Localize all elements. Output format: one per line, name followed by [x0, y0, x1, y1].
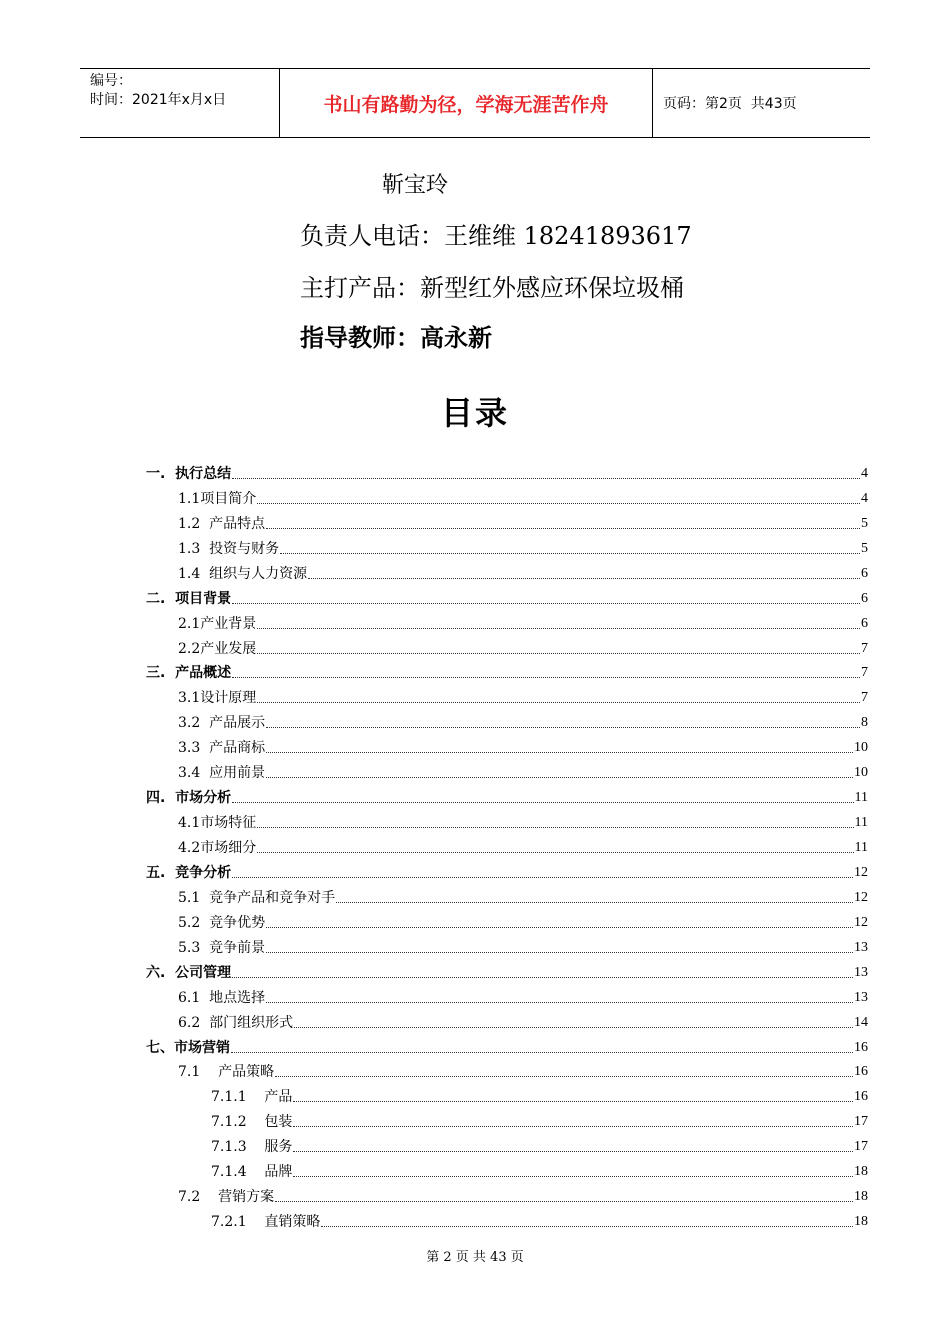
- toc-leader-dots: [321, 1225, 853, 1227]
- toc-leader-dots: [232, 477, 860, 479]
- toc-title: 目录: [440, 394, 509, 432]
- toc-entry-page: 17: [854, 1139, 868, 1155]
- header-time: 时间：2021年x月x日: [90, 92, 227, 108]
- toc-entry-page: 6: [861, 615, 868, 631]
- toc-entry-page: 6: [861, 565, 868, 581]
- toc-entry[interactable]: [146, 1007, 868, 1032]
- toc-entry[interactable]: [146, 707, 868, 732]
- toc-leader-dots: [266, 776, 853, 778]
- toc-leader-dots: [275, 1200, 853, 1202]
- toc-entry-page: 10: [854, 765, 868, 781]
- toc-entry-label: 四. 市场分析: [146, 790, 232, 807]
- toc-leader-dots: [293, 1175, 853, 1177]
- toc-entry-page: 14: [854, 1014, 868, 1030]
- page-header: [80, 68, 870, 138]
- toc-entry[interactable]: [146, 1206, 868, 1231]
- toc-leader-dots: [275, 1075, 853, 1077]
- toc-entry-label: 7.2.1 直销策略: [211, 1214, 321, 1231]
- toc-entry-label: 1.3 投资与财务: [178, 540, 280, 557]
- toc-entry[interactable]: [146, 1081, 868, 1106]
- toc-entry-label: 3.3 产品商标: [178, 740, 266, 757]
- toc-entry-page: 11: [854, 840, 868, 855]
- toc-leader-dots: [266, 1001, 853, 1003]
- toc-entry-page: 4: [861, 465, 868, 481]
- toc-entry-label: 五. 竞争分析: [146, 864, 232, 881]
- toc-leader-dots: [294, 1026, 853, 1028]
- toc-entry[interactable]: [146, 608, 868, 633]
- toc-entry-page: 16: [854, 1064, 868, 1080]
- toc-entry-page: 4: [861, 490, 868, 506]
- toc-entry-page: 12: [854, 914, 868, 930]
- toc-entry-page: 6: [861, 590, 868, 606]
- page-footer: 第 2 页 共 43 页: [426, 1250, 524, 1265]
- toc-entry[interactable]: [146, 882, 868, 907]
- toc-leader-dots: [257, 627, 860, 629]
- toc-entry-label: 2.1产业背景: [178, 615, 257, 632]
- toc-entry-label: 6.1 地点选择: [178, 989, 266, 1006]
- toc-entry-label: 七、市场营销: [146, 1039, 230, 1056]
- toc-entry[interactable]: [146, 508, 868, 533]
- toc-entry[interactable]: [146, 932, 868, 957]
- toc-leader-dots: [232, 676, 860, 678]
- toc-entry-page: 5: [861, 540, 868, 556]
- toc-entry-label: 1.1项目简介: [178, 490, 257, 507]
- header-page-info: [653, 69, 870, 137]
- toc-entry[interactable]: [146, 832, 868, 857]
- toc-entry-label: 2.2产业发展: [178, 640, 257, 657]
- toc-leader-dots: [293, 1125, 853, 1127]
- author-name: 靳宝玲: [382, 173, 449, 198]
- toc-leader-dots: [257, 826, 853, 828]
- toc-entry[interactable]: [146, 458, 868, 483]
- toc-entry[interactable]: [146, 857, 868, 882]
- toc-entry-page: 13: [854, 939, 868, 955]
- header-meta: [80, 69, 280, 137]
- toc-entry-label: 三. 产品概述: [146, 665, 232, 682]
- toc-leader-dots: [231, 1051, 853, 1053]
- toc-entry-label: 7.1 产品策略: [178, 1064, 275, 1081]
- toc-entry-page: 13: [854, 989, 868, 1005]
- toc-entry[interactable]: [146, 1032, 868, 1057]
- toc-entry-label: 7.1.3 服务: [211, 1139, 293, 1156]
- toc-entry-label: 7.1.1 产品: [211, 1089, 293, 1106]
- toc-leader-dots: [257, 502, 860, 504]
- toc-entry-page: 17: [854, 1114, 868, 1130]
- toc-entry-page: 16: [854, 1089, 868, 1105]
- toc-entry[interactable]: [146, 682, 868, 707]
- toc-entry-label: 一. 执行总结: [146, 465, 232, 482]
- toc-entry-label: 7.1.2 包装: [211, 1114, 293, 1131]
- table-of-contents: [146, 458, 868, 1231]
- toc-entry-page: 18: [854, 1164, 868, 1180]
- header-page-info-text: 页码：第2页 共43页: [663, 96, 797, 112]
- toc-entry[interactable]: [146, 1181, 868, 1206]
- toc-leader-dots: [293, 1150, 853, 1152]
- toc-entry-label: 7.2 营销方案: [178, 1189, 275, 1206]
- toc-entry-label: 3.1设计原理: [178, 690, 257, 707]
- toc-entry-label: 6.2 部门组织形式: [178, 1014, 294, 1031]
- header-motto: 书山有路勤为径，学海无涯苦作舟: [280, 69, 653, 137]
- toc-entry-label: 7.1.4 品牌: [211, 1164, 293, 1181]
- toc-leader-dots: [336, 901, 853, 903]
- toc-entry[interactable]: [146, 1156, 868, 1181]
- toc-entry[interactable]: [146, 1131, 868, 1156]
- toc-entry-page: 7: [861, 690, 868, 706]
- toc-leader-dots: [266, 726, 860, 728]
- toc-entry-label: 4.1市场特征: [178, 815, 257, 832]
- toc-entry-label: 4.2市场细分: [178, 840, 257, 856]
- toc-leader-dots: [232, 602, 860, 604]
- toc-leader-dots: [266, 527, 860, 529]
- toc-leader-dots: [232, 976, 853, 978]
- toc-entry[interactable]: [146, 483, 868, 508]
- toc-entry[interactable]: [146, 907, 868, 932]
- toc-entry-page: 7: [861, 665, 868, 681]
- toc-entry-page: 11: [854, 790, 868, 806]
- toc-leader-dots: [280, 552, 860, 554]
- toc-entry[interactable]: [146, 807, 868, 832]
- toc-entry-label: 六. 公司管理: [146, 964, 232, 981]
- toc-entry-page: 7: [861, 640, 868, 656]
- toc-entry-page: 10: [854, 740, 868, 756]
- toc-leader-dots: [266, 951, 853, 953]
- toc-entry[interactable]: [146, 583, 868, 608]
- toc-leader-dots: [257, 701, 860, 703]
- toc-entry[interactable]: [146, 558, 868, 583]
- toc-entry-page: 18: [854, 1214, 868, 1230]
- toc-entry-label: 1.2 产品特点: [178, 515, 266, 532]
- toc-entry-label: 3.4 应用前景: [178, 765, 266, 782]
- toc-leader-dots: [308, 577, 860, 579]
- toc-entry-label: 5.1 竞争产品和竞争对手: [178, 889, 336, 906]
- toc-leader-dots: [257, 851, 853, 853]
- toc-entry[interactable]: [146, 732, 868, 757]
- toc-entry-page: 8: [861, 715, 868, 731]
- toc-entry[interactable]: [146, 633, 868, 658]
- toc-leader-dots: [266, 926, 853, 928]
- toc-entry-page: 5: [861, 515, 868, 531]
- toc-leader-dots: [232, 801, 853, 803]
- toc-entry-label: 5.2 竞争优势: [178, 914, 266, 931]
- toc-entry-page: 11: [854, 815, 868, 831]
- toc-entry-label: 3.2 产品展示: [178, 715, 266, 732]
- header-code-label: 编号：: [90, 73, 132, 89]
- toc-entry-label: 1.4 组织与人力资源: [178, 565, 308, 582]
- toc-leader-dots: [257, 652, 860, 654]
- toc-entry[interactable]: [146, 533, 868, 558]
- toc-entry[interactable]: [146, 1106, 868, 1131]
- toc-entry-page: 13: [854, 964, 868, 980]
- toc-leader-dots: [293, 1100, 853, 1102]
- toc-leader-dots: [232, 876, 853, 878]
- toc-entry[interactable]: [146, 757, 868, 782]
- product-line: 主打产品：新型红外感应环保垃圾桶: [300, 274, 684, 302]
- toc-entry[interactable]: [146, 658, 868, 683]
- toc-entry[interactable]: [146, 1057, 868, 1082]
- toc-entry-label: 5.3 竞争前景: [178, 939, 266, 956]
- toc-entry[interactable]: [146, 957, 868, 982]
- toc-entry-page: 16: [854, 1039, 868, 1055]
- toc-entry-page: 18: [854, 1189, 868, 1205]
- toc-leader-dots: [266, 751, 853, 753]
- toc-entry[interactable]: [146, 782, 868, 807]
- toc-entry[interactable]: [146, 982, 868, 1007]
- phone-line: 负责人电话：王维维 18241893617: [300, 222, 692, 250]
- toc-entry-page: 12: [854, 889, 868, 905]
- toc-entry-label: 二. 项目背景: [146, 590, 232, 607]
- teacher-line: 指导教师：高永新: [300, 323, 492, 352]
- toc-entry-page: 12: [854, 864, 868, 880]
